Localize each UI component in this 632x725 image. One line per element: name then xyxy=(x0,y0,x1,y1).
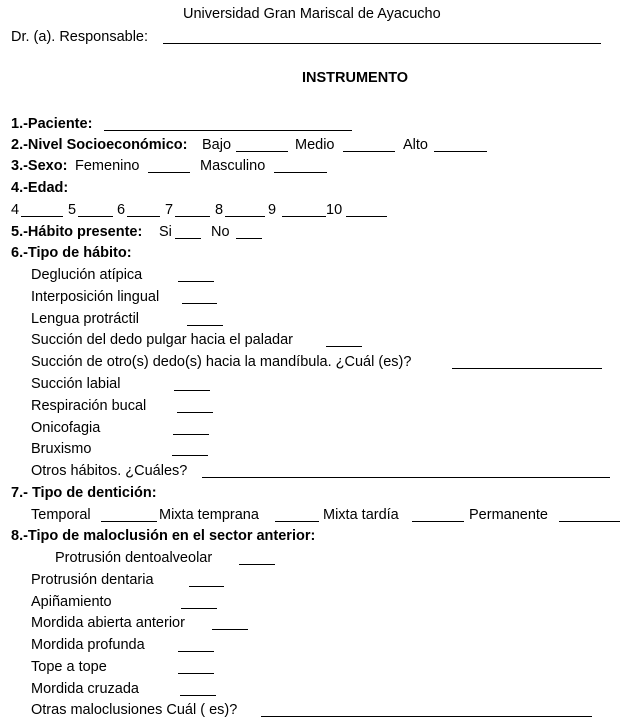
q5-label: 5.-Hábito presente: xyxy=(11,224,143,240)
q4-label: 4.-Edad: xyxy=(11,180,69,196)
age-5: 5 xyxy=(68,202,77,218)
option-mixta-tardia: Mixta tardía xyxy=(323,507,399,523)
other-malocclusions-field[interactable] xyxy=(261,716,592,717)
responsible-label: Dr. (a). Responsable: xyxy=(11,29,149,45)
malocclusion-item: Mordida abierta anterior xyxy=(31,615,185,631)
si-field[interactable] xyxy=(175,238,201,239)
malocclusion-item: Tope a tope xyxy=(31,659,107,675)
age-8: 8 xyxy=(215,202,224,218)
option-alto: Alto xyxy=(403,137,428,153)
temporal-field[interactable] xyxy=(101,521,157,522)
masculino-field[interactable] xyxy=(274,172,327,173)
age-8-field[interactable] xyxy=(225,216,265,217)
malocclusion-item: Mordida cruzada xyxy=(31,681,139,697)
habit-field[interactable] xyxy=(182,303,217,304)
habit-item: Interposición lingual xyxy=(31,289,160,305)
malocclusion-field[interactable] xyxy=(178,651,214,652)
malocclusion-field[interactable] xyxy=(181,608,217,609)
habit-field[interactable] xyxy=(177,412,213,413)
option-masculino: Masculino xyxy=(200,158,266,174)
habit-field[interactable] xyxy=(173,434,209,435)
page-title: INSTRUMENTO xyxy=(302,70,409,86)
malocclusion-field[interactable] xyxy=(189,586,224,587)
option-medio: Medio xyxy=(295,137,335,153)
habit-item: Lengua protráctil xyxy=(31,311,140,327)
medio-field[interactable] xyxy=(343,151,395,152)
malocclusion-item: Otras maloclusiones Cuál ( es)? xyxy=(31,702,238,718)
habit-item: Respiración bucal xyxy=(31,398,147,414)
other-habits-field[interactable] xyxy=(202,477,610,478)
mixta-temprana-field[interactable] xyxy=(275,521,319,522)
option-permanente: Permanente xyxy=(469,507,548,523)
option-bajo: Bajo xyxy=(202,137,232,153)
age-7-field[interactable] xyxy=(175,216,210,217)
habit-field[interactable] xyxy=(178,281,214,282)
habit-field[interactable] xyxy=(452,368,602,369)
malocclusion-field[interactable] xyxy=(239,564,275,565)
habit-item: Succión de otro(s) dedo(s) hacia la mandíbula. ¿Cuál (es)? xyxy=(31,354,412,370)
habit-field[interactable] xyxy=(326,346,362,347)
option-femenino: Femenino xyxy=(75,158,140,174)
malocclusion-field[interactable] xyxy=(180,695,216,696)
habit-item: Onicofagia xyxy=(31,420,101,436)
age-7: 7 xyxy=(165,202,174,218)
q2-label: 2.-Nivel Socioeconómico: xyxy=(11,137,188,153)
age-10-field[interactable] xyxy=(346,216,387,217)
malocclusion-field[interactable] xyxy=(178,673,214,674)
no-field[interactable] xyxy=(236,238,262,239)
habit-item: Bruxismo xyxy=(31,441,92,457)
habit-item: Deglución atípica xyxy=(31,267,143,283)
malocclusion-item: Apiñamiento xyxy=(31,594,112,610)
permanente-field[interactable] xyxy=(559,521,620,522)
age-10: 10 xyxy=(326,202,343,218)
mixta-tardia-field[interactable] xyxy=(412,521,464,522)
malocclusion-item: Protrusión dentaria xyxy=(31,572,154,588)
q1-label: 1.-Paciente: xyxy=(11,116,93,132)
university-name: Universidad Gran Mariscal de Ayacucho xyxy=(183,6,441,22)
alto-field[interactable] xyxy=(434,151,487,152)
option-temporal: Temporal xyxy=(31,507,91,523)
habit-item: Otros hábitos. ¿Cuáles? xyxy=(31,463,188,479)
q3-label: 3.-Sexo: xyxy=(11,158,68,174)
habit-field[interactable] xyxy=(174,390,210,391)
habit-field[interactable] xyxy=(172,455,208,456)
q6-label: 6.-Tipo de hábito: xyxy=(11,245,132,261)
malocclusion-item: Mordida profunda xyxy=(31,637,145,653)
habit-item: Succión labial xyxy=(31,376,121,392)
age-4-field[interactable] xyxy=(21,216,63,217)
age-4: 4 xyxy=(11,202,20,218)
q8-label: 8.-Tipo de maloclusión en el sector anterior: xyxy=(11,528,316,544)
patient-field[interactable] xyxy=(104,130,352,131)
responsible-field[interactable] xyxy=(163,43,601,44)
habit-item: Succión del dedo pulgar hacia el paladar xyxy=(31,332,293,348)
age-9: 9 xyxy=(268,202,277,218)
habit-field[interactable] xyxy=(187,325,223,326)
age-9-field[interactable] xyxy=(282,216,326,217)
malocclusion-field[interactable] xyxy=(212,629,248,630)
q7-label: 7.- Tipo de dentición: xyxy=(11,485,157,501)
malocclusion-item: Protrusión dentoalveolar xyxy=(55,550,213,566)
age-5-field[interactable] xyxy=(78,216,113,217)
option-si: Si xyxy=(159,224,172,240)
option-no: No xyxy=(211,224,230,240)
bajo-field[interactable] xyxy=(236,151,288,152)
option-mixta-temprana: Mixta temprana xyxy=(159,507,259,523)
age-6: 6 xyxy=(117,202,126,218)
age-6-field[interactable] xyxy=(127,216,160,217)
femenino-field[interactable] xyxy=(148,172,190,173)
